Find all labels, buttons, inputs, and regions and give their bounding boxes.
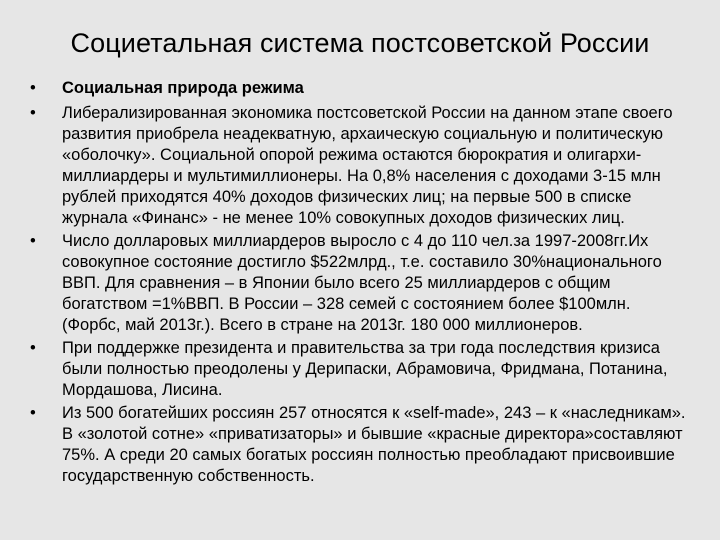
bullet-text: Из 500 богатейших россиян 257 относятся к «self-made», 243 – к «наследникам». В «золотой сотне» «приватизаторы» и бывшие «красные директора»составляют 75%. А среди 20 самых богатых россиян полностью преобладают присвоившие государственную собственность. [62,404,686,485]
bullet-icon: • [30,232,36,250]
bullet-icon: • [30,339,36,357]
bullet-text: Число долларовых миллиардеров выросло с 4 до 110 чел.за 1997-2008гг.Их совокупное состояние достигло $522млрд., т.е. составило 30%национального ВВП. Для сравнения – в Японии было всего 25 миллиардеров с общим богатством =1%ВВП. В России – 328 семей с состоянием более $100млн.(Форбс, май 2013г.). Всего в стране на 2013г. 180 000 миллионеров. [62,232,662,334]
bullet-icon: • [30,79,36,97]
bullet-text: При поддержке президента и правительства за три года последствия кризиса были полностью преодолены у Дерипаски, Абрамовича, Фридмана, Потанина, Мордашова, Лисина. [62,339,668,399]
bullet-text: Социальная природа режима [62,79,304,97]
bullet-item-billionaires [28,231,688,336]
bullet-item-richest-500 [28,403,688,487]
slide-title: Социетальная система постсоветской России [70,28,650,58]
bullet-list [28,78,688,489]
bullet-item-crisis-support [28,338,688,401]
bullet-icon: • [30,104,36,122]
bullet-icon: • [30,404,36,422]
bullet-item-liberalized-economy [28,103,688,229]
bullet-item-regime-nature [28,78,688,99]
bullet-text: Либерализированная экономика постсоветской России на данном этапе своего развития приобрела неадекватную, архаическую социальную и политическую «оболочку». Социальной опорой режима остаются бюрократия и олигархи- миллиардеры и мультимиллионеры. На 0,8% населения с доходами 3-15 млн рублей приходятся 40% доходов физических лиц; на первые 500 в списке журнала «Финанс» - не менее 10% совокупных доходов физических лиц. [62,104,673,227]
